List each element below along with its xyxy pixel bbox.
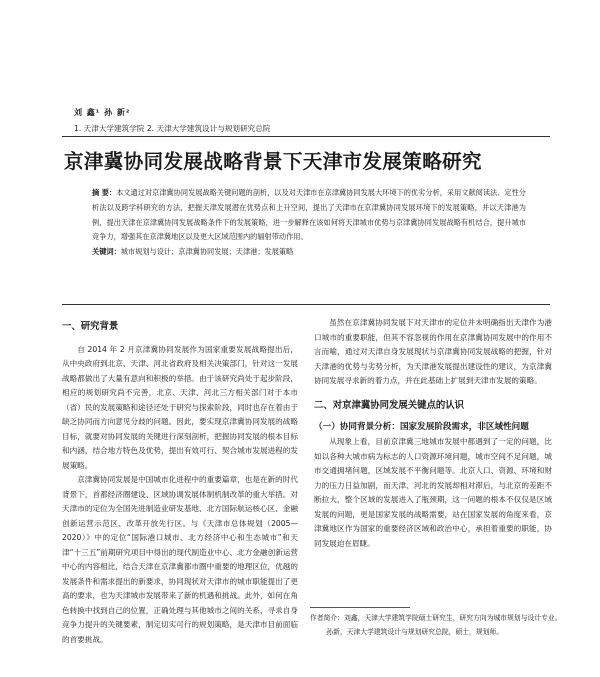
subsection-1-heading: （一）协同背景分析：国家发展阶段需求，非区域性问题 <box>314 422 529 432</box>
authors: 刘 鑫¹ 孙 新² <box>74 108 131 117</box>
section-2-heading: 二、对京津冀协同发展关键点的认识 <box>314 399 465 411</box>
section-1-heading: 一、研究背景 <box>62 321 119 332</box>
footnote-rule <box>310 607 410 608</box>
keywords-text: 城市规划与设计；京津冀协同发展；天津港；发展策略 <box>120 247 294 257</box>
paper-title: 京津冀协同发展战略背景下天津市发展策略研究 <box>64 150 482 173</box>
right-paragraph-1: 虽然在京津冀协同发展下对天津市的定位并未明确指出天津作为港口城市的重要职能，但其不容忽视的作用在京津冀协同发展中的作用不言而喻，通过对天津自身发展现状与京津冀协同发展战略的把握，针对天津港的优势与劣势分析，为天津港发展提出建设性的建议，为京津冀协同发展寻求新的着力点，并在此基础上扩展到天津市发展的策略。 <box>314 318 552 385</box>
abstract-text: 本文通过对京津冀协同发展战略关键问题的剖析，以及对天津市在京津冀协同发展大环境下的优劣分析，采用文献阅读法、定性分析法以及跨学科研究的方法，把握天津发展潜在优势点和上升空间，提出了天津市在京津冀协同发展环境下的发展策略，并以天津港为例，提出天津在京津冀协同发展战略条件下的发展策略，进一步解释在该如何将天津城市优势与京津冀协同发展战略有机结合，提升城市竞争力，增强其在京津冀地区以及更大区域范围内的辐射带动作用。 <box>92 188 526 242</box>
right-paragraph-2: 从现象上看，目前京津冀三地城市发展中都遇到了一定的问题，比如以各种大城市病为标志的人口资源环境问题，城市空间不足问题，城市交通拥堵问题，区域发展不平衡问题等。北京人口、资源、环境和财力的压力日益加剧，而天津、河北的发展却相对滞后，与北京的差距不断拉大，整个区域的发展进入了瓶颈期，这一问题的根本不仅仅是区域发展的问题，更是国家发展的战略需要，站在国家发展的角度来看，京津冀地区作为国家的重要经济区域和政治中心，承担着重要的职能，协同发展迫在眉睫。 <box>314 437 552 548</box>
affiliations: 1. 天津大学建筑学院 2. 天津大学建筑设计与规划研究总院 <box>74 124 271 133</box>
left-paragraph-2: 京津冀协同发展是中国城市化进程中的重要篇章，也是在新的时代背景下，首都经济圈建设、区域协调发展体制机制改革的重大举措。对天津市的定位为全国先进制造业研发基地、北方国际航运核心区、金融创新运营示范区、改革开放先行区。与《天津市总体规划（2005—2020）》中的定位“国际港口城市、北方经济中心和生态城市”和天津“十三五”前期研究项目中得出的现代制造业中心、北方金融创新运营中心的内容相比，结合天津在京津冀都市圈中重要的地理区位，优越的发展条件和需求提出的新要求，协同现状对天津市的城市职能提出了更高的要求，也为天津城市发展带来了新的机遇和挑战。此外，如何在角色转换中找到自己的位置，正确处理与其他城市之间的关系，寻求自身竞争力提升的关键要素，制定切实可行的规划策略，是天津市目前面临的首要挑战。 <box>62 475 298 644</box>
left-paragraph-1: 自 2014 年 2 月京津冀协同发展作为国家重要发展战略提出后，从中央政府到北京、天津、河北省政府及相关决策部门，针对这一发展战略都做出了大量有意向和积极的举措。由于该研究尚处于起步阶段，相应的规划研究尚不完善，北京、天津、河北三方相关部门对于本市（省）民的发展策略和途径还处于研究与探索阶段，同时也存在着由于缺乏协同而方向意见分歧的问题。因此，要实现京津冀协同发展的战略目标，就要对协同发展的关键进行深刻剖析，把握协同发展的根本目标和内涵，结合地方特色及优势，提出有效可行、契合城市发展进程的发展策略。 <box>62 344 298 470</box>
left-column <box>62 320 298 675</box>
right-column <box>314 316 552 606</box>
abstract-block <box>92 186 526 260</box>
header-rule <box>62 136 550 137</box>
footnotes <box>310 611 568 639</box>
footnote-2: 孙新，天津大学建筑设计与规划研究总院，硕士，规划师。 <box>326 628 504 636</box>
keywords-label: 关键词： <box>92 247 121 257</box>
abstract-rule <box>62 304 550 305</box>
footnote-1: 作者简介：刘鑫，天津大学建筑学院硕士研究生，研究方向为城市规划与设计专业。 <box>310 614 562 622</box>
abstract-label: 摘 要： <box>92 188 117 197</box>
